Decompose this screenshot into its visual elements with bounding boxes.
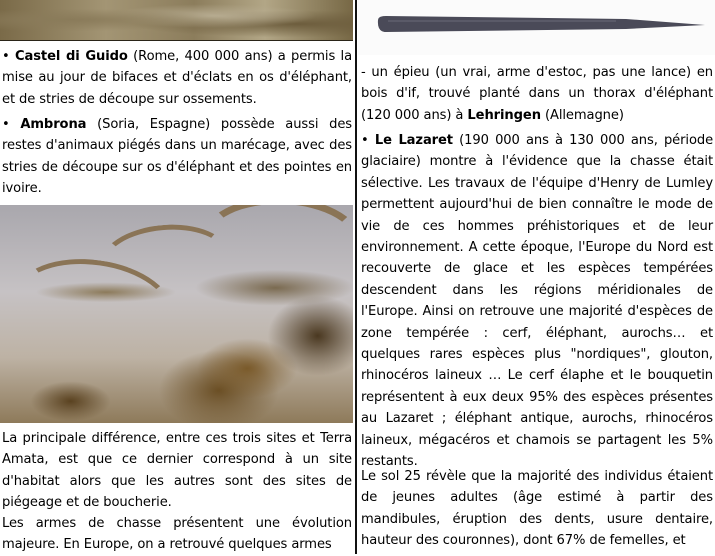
wooden-spear-photo: [358, 0, 715, 55]
sol-25-paragraph: Le sol 25 révèle que la majorité des individus étaient de jeunes adultes (âge estimé à partir des mandibules, éruption des dents, usure dentaire, hauteur des couronnes), dont 67% de femelles, et: [361, 469, 713, 549]
lazaret-text: (190 000 ans à 130 000 ans, période glaciaire) montre à l'évidence que la chasse était sélective. Les travaux de l'équipe d'Henry de Lumley permettent aujourd'hui de bien connaître le mode de vie de ces hommes préhistoriques et de leur environnement. A cette époque, l'Europe du Nord est recouverte de glace et les espèces tempérées descendent dans les régions méridionales de l'Europe. Ainsi on retrouve une majorité d'espèces de zone tempérée : cerf, éléphant, aurochs… et quelques rares espèces plus "nordiques", glouton, rhinocéros laineux … Le cerf élaphe et le bouquetin représentent à eux deux 95% des espèces présentes au Lazaret ; éléphant antique, aurochs, rhinocéros laineux, mégacéros et chamois se partagent les 5% restants.: [361, 133, 714, 470]
bullet: •: [361, 133, 369, 148]
bullet: •: [2, 49, 10, 64]
ambrona-text: (Soria, Espagne) possède aussi des restes d'animaux piégés dans un marécage, avec des stries de découpe sur os d'éléphant et des pointes en ivoire.: [2, 117, 352, 197]
bullet: •: [2, 117, 10, 132]
excavation-bones-photo-ambrona: [0, 205, 353, 423]
site-name-le-lazaret: Le Lazaret: [374, 133, 453, 148]
excavation-bones-photo-top: [0, 0, 353, 41]
place-name-lehringen: Lehringen: [467, 107, 541, 123]
difference-paragraph: La principale différence, entre ces trois sites et Terra Amata, est que ce dernier correspond à un site d'habitat alors que les autres sont des sites de piégeage et de boucherie.: [2, 431, 352, 511]
site-name-castel-di-guido: Castel di Guido: [14, 49, 128, 64]
bone-shape: [198, 205, 353, 294]
ambrona-paragraph: [2, 114, 352, 200]
right-column: [358, 0, 715, 554]
left-column: [0, 0, 353, 554]
lazaret-paragraph: [361, 130, 713, 473]
epieu-text: - un épieu (un vrai, arme d'estoc, pas une lance) en bois d'if, trouvé planté dans un thorax d'éléphant (120 000 ans) à: [361, 65, 713, 123]
epieu-paragraph: [361, 62, 713, 126]
spear-shape: [376, 14, 706, 34]
castel-di-guido-paragraph: [2, 46, 352, 110]
castel-text: (Rome, 400 000 ans) a permis la mise au jour de bifaces et d'éclats en os d'éléphant, et de stries de découpe sur ossements.: [2, 49, 353, 107]
armes-paragraph: Les armes de chasse présentent une évolution majeure. En Europe, on a retrouvé quelques armes: [2, 516, 352, 553]
epieu-text-after: (Allemagne): [540, 107, 624, 123]
column-divider: [355, 0, 357, 554]
site-name-ambrona: Ambrona: [20, 117, 87, 132]
